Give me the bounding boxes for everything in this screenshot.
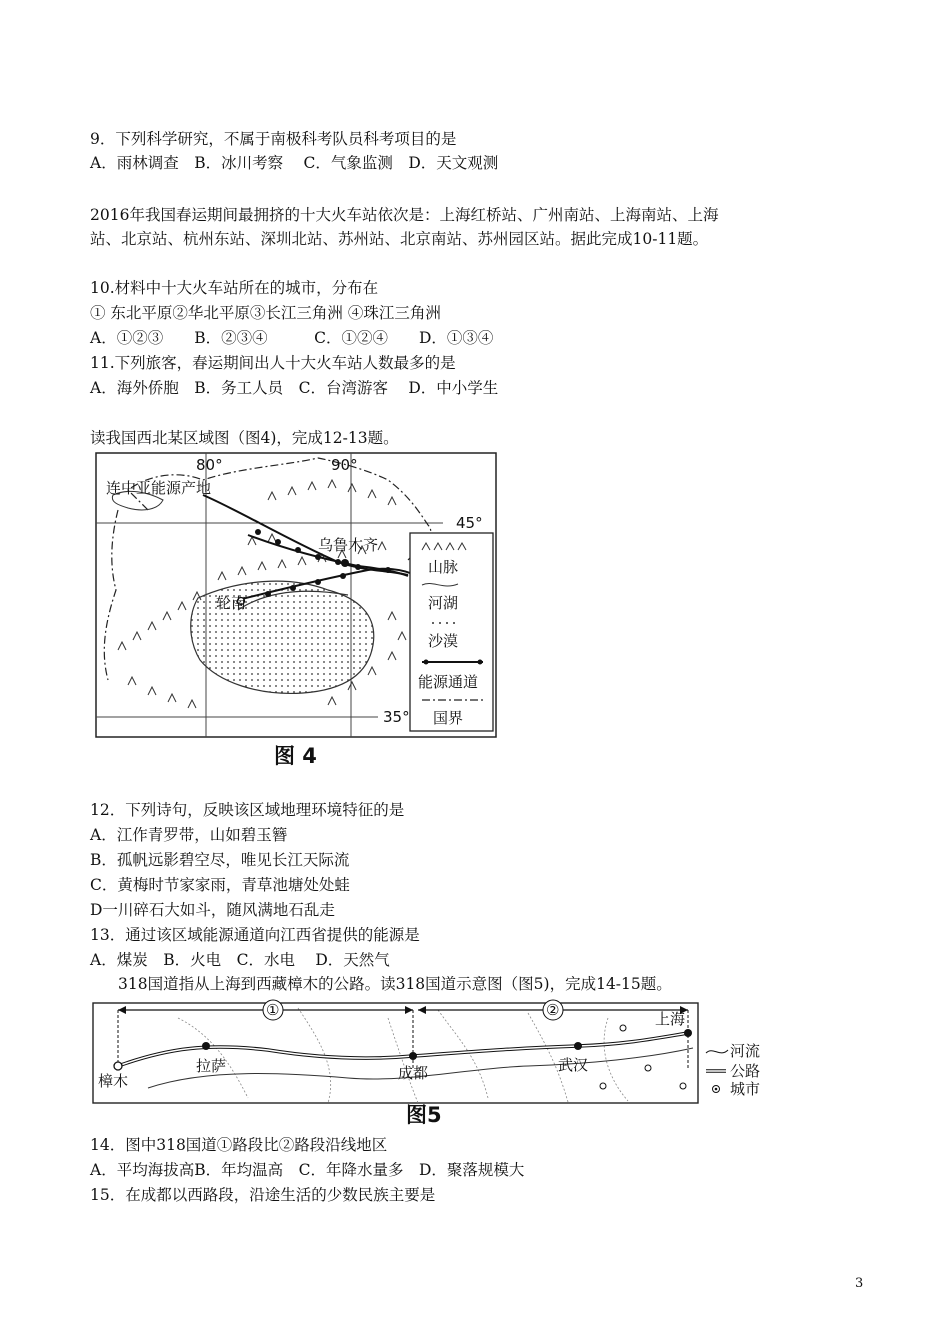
fig4-caption: 图 4: [274, 744, 317, 768]
fig5-caption: 图5: [406, 1103, 442, 1127]
fig5-intro: 318国道指从上海到西藏樟木的公路。读318国道示意图（图5)，完成14-15题。: [118, 975, 672, 993]
lon-90-label: 90°: [331, 456, 358, 474]
q12-option-b: B．孤帆远影碧空尽，唯见长江天际流: [90, 851, 350, 869]
q9-stem: 9．下列科学研究，不属于南极科考队员科考项目的是: [90, 130, 457, 148]
material-line-1: 2016年我国春运期间最拥挤的十大火车站依次是：上海红桥站、广州南站、上海南站、上海: [90, 206, 719, 224]
fig5-map: [88, 998, 768, 1128]
lat-35-label: 35°: [383, 708, 410, 726]
legend-river: 河流: [730, 1042, 761, 1060]
segment-2-label: ②: [546, 1001, 560, 1019]
legend-desert: 沙漠: [428, 632, 459, 650]
material-line-2: 站、北京站、杭州东站、深圳北站、苏州站、北京南站、苏州园区站。据此完成10-11题。: [90, 230, 709, 248]
shanghai-marker: [684, 1029, 692, 1037]
river-legend-icon: [706, 1050, 728, 1053]
zhangmu-label: 樟木: [98, 1072, 129, 1090]
shanghai-label: 上海: [655, 1010, 686, 1028]
wuhan-label: 武汉: [558, 1056, 589, 1074]
legend-border: 国界: [433, 709, 464, 727]
segment-1-label: ①: [266, 1001, 280, 1019]
urumqi-label: 乌鲁木齐: [318, 536, 379, 554]
q11-stem: 11.下列旅客，春运期间出人十大火车站人数最多的是: [90, 354, 456, 372]
fig4-intro: 读我国西北某区域图（图4)，完成12-13题。: [90, 429, 399, 447]
q13-options: A．煤炭 B．火电 C．水电 D．天然气: [90, 951, 390, 969]
q14-stem: 14．图中318国道①路段比②路段沿线地区: [90, 1136, 388, 1154]
lon-80-label: 80°: [196, 456, 223, 474]
q10-stem: 10.材料中十大火车站所在的城市，分布在: [90, 279, 379, 297]
q12-option-a: A．江作青罗带，山如碧玉簪: [90, 826, 288, 844]
q12-option-d: D一川碎石大如斗，随风满地石乱走: [90, 901, 335, 919]
legend-mountain: 山脉: [428, 558, 459, 576]
q11-options: A．海外侨胞 B．务工人员 C．台湾游客 D．中小学生: [90, 379, 499, 397]
fig4-legend: [410, 533, 493, 731]
q13-stem: 13．通过该区域能源通道向江西省提供的能源是: [90, 926, 420, 944]
legend-energy-corridor: 能源通道: [418, 673, 479, 691]
q10-choices: ① 东北平原②华北平原③长江三角洲 ④珠江三角洲: [90, 304, 441, 322]
q14-options: A．平均海拔高B．年均温高 C．年降水量多 D．聚落规模大: [90, 1161, 525, 1179]
q10-options: A．①②③ B．②③④ C．①②④ D．①③④: [90, 329, 494, 347]
lhasa-label: 拉萨: [196, 1057, 227, 1075]
fig5-legend: [706, 1042, 760, 1098]
chengdu-label: 成都: [398, 1064, 429, 1082]
fig4-map: [88, 450, 508, 772]
legend-road: 公路: [730, 1062, 761, 1080]
zhangmu-marker: [114, 1062, 122, 1070]
legend-river-lake: 河湖: [428, 594, 459, 612]
q12-stem: 12．下列诗句，反映该区域地理环境特征的是: [90, 801, 405, 819]
q15-stem: 15．在成都以西路段，沿途生活的少数民族主要是: [90, 1186, 436, 1204]
lhasa-marker: [202, 1042, 210, 1050]
q12-option-c: C．黄梅时节家家雨，青草池塘处处蛙: [90, 876, 350, 894]
wuhan-marker: [574, 1042, 582, 1050]
q9-options: A．雨林调查 B．冰川考察 C．气象监测 D．天文观测: [90, 154, 499, 172]
lat-45-label: 45°: [456, 514, 483, 532]
energy-source-label: 连中亚能源产地: [106, 479, 212, 497]
page-number: 3: [855, 1276, 864, 1291]
chengdu-marker: [409, 1052, 417, 1060]
urumqi-marker: [341, 559, 349, 567]
legend-city: 城市: [730, 1080, 761, 1098]
lunnan-label: 轮南: [216, 594, 247, 612]
